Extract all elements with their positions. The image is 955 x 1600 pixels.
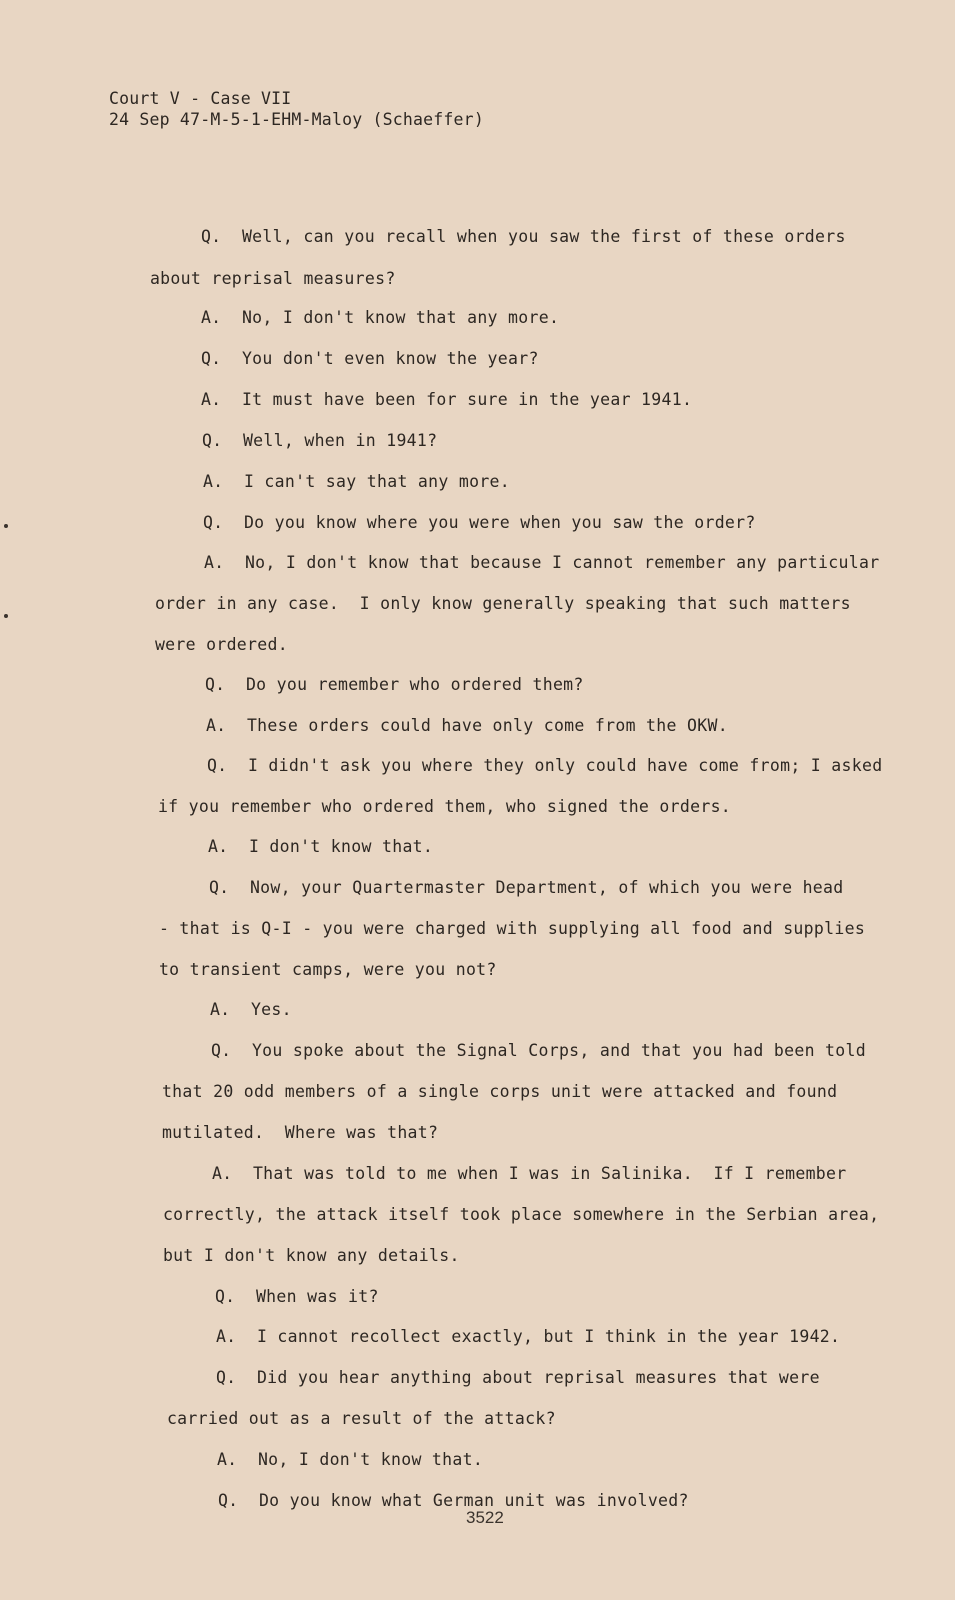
question-text: Do you know what German unit was involved? [258,1491,689,1510]
answer-text: but I don't know any details. [162,1246,460,1265]
question-text: to transient camps, were you not? [158,960,497,979]
question-text: I didn't ask you where they only could have come from; I asked [247,756,883,775]
answer-marker: A. [200,390,222,409]
answer-text: order in any case. I only know generally speaking that such matters [154,594,851,613]
answer-text: That was told to me when I was in Salinika. If I remember [252,1164,847,1183]
answer-text: correctly, the attack itself took place somewhere in the Serbian area, [162,1205,880,1224]
question-text: Do you remember who ordered them? [245,675,584,694]
question-marker: Q. [200,349,222,368]
question-marker: Q. [206,756,228,775]
question-marker: Q. [204,675,226,694]
answer-text: These orders could have only come from the OKW. [246,716,728,735]
question-marker: Q. [215,1368,237,1387]
transcript-line [177,1472,689,1529]
question-text: if you remember who ordered them, who signed the orders. [157,797,732,816]
document-header [109,88,484,130]
question-marker: Q. [217,1491,239,1510]
ink-speck [4,524,8,528]
question-marker: Q. [201,431,223,450]
question-text: Do you know where you were when you saw the order? [243,513,756,532]
question-marker: Q. [208,878,230,897]
answer-text: No, I don't know that because I cannot remember any particular [244,553,880,572]
answer-marker: A. [209,1000,231,1019]
question-text: Did you hear anything about reprisal measures that were [256,1368,820,1387]
case-heading: Court V - Case VII [109,89,292,108]
session-reference: 24 Sep 47-M-5-1-EHM-Maloy (Schaeffer) [109,110,484,129]
question-text: Now, your Quartermaster Department, of which you were head [249,878,844,897]
question-marker: Q. [210,1041,232,1060]
question-text: You spoke about the Signal Corps, and that you had been told [251,1041,866,1060]
question-text: - that is Q-I - you were charged with supplying all food and supplies [158,919,866,938]
ink-speck [4,614,8,618]
answer-text: Yes. [250,1000,292,1019]
question-text: Well, can you recall when you saw the first of these orders [241,227,846,246]
answer-marker: A. [215,1327,237,1346]
question-text: carried out as a result of the attack? [166,1409,556,1428]
answer-text: I can't say that any more. [243,472,511,491]
answer-text: No, I don't know that any more. [241,308,560,327]
answer-marker: A. [216,1450,238,1469]
question-text: You don't even know the year? [241,349,539,368]
page-number: 3522 [466,1508,504,1527]
answer-text: were ordered. [154,635,288,654]
answer-marker: A. [207,837,229,856]
answer-marker: A. [200,308,222,327]
question-text: that 20 odd members of a single corps unit were attacked and found [161,1082,838,1101]
answer-marker: A. [205,716,227,735]
question-text: Well, when in 1941? [242,431,438,450]
question-marker: Q. [202,513,224,532]
question-text: mutilated. Where was that? [161,1123,439,1142]
question-text: When was it? [255,1287,379,1306]
answer-text: I don't know that. [248,837,434,856]
answer-marker: A. [203,553,225,572]
answer-text: I cannot recollect exactly, but I think in the year 1942. [256,1327,841,1346]
question-marker: Q. [214,1287,236,1306]
question-text: about reprisal measures? [149,269,396,288]
question-marker: Q. [200,227,222,246]
answer-marker: A. [211,1164,233,1183]
answer-text: No, I don't know that. [257,1450,484,1469]
answer-text: It must have been for sure in the year 1941. [241,390,693,409]
answer-marker: A. [202,472,224,491]
